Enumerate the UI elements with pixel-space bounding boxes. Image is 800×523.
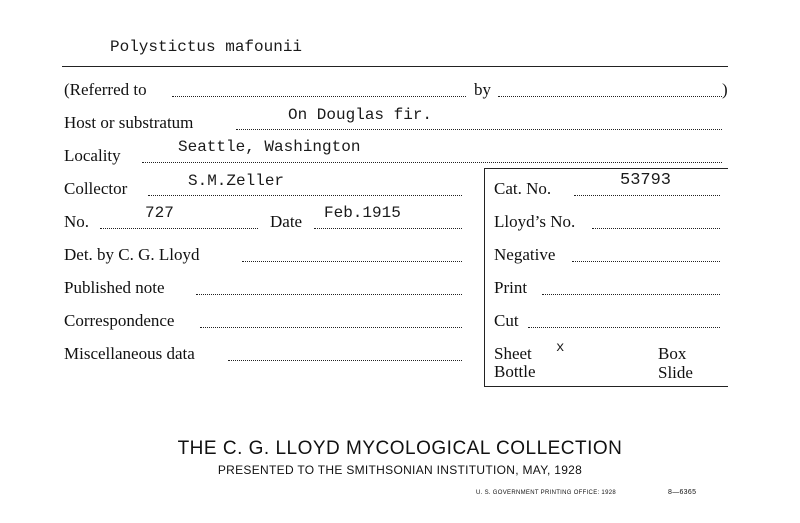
collector-line bbox=[148, 195, 462, 196]
cat-no-line bbox=[574, 195, 720, 196]
number-value: 727 bbox=[145, 204, 174, 222]
date-label: Date bbox=[270, 212, 303, 231]
correspondence-line bbox=[200, 327, 462, 328]
no-line bbox=[100, 228, 258, 229]
printer-imprint: U. S. GOVERNMENT PRINTING OFFICE: 1928 bbox=[476, 490, 616, 496]
by-line bbox=[498, 96, 722, 97]
cat-no-label: Cat. No. bbox=[494, 179, 552, 198]
misc-data-label: Miscellaneous data bbox=[64, 344, 195, 363]
date-value: Feb.1915 bbox=[324, 204, 401, 222]
misc-data-line bbox=[228, 360, 462, 361]
negative-label: Negative bbox=[494, 245, 556, 264]
host-label: Host or substratum bbox=[64, 113, 194, 132]
collector-value: S.M.Zeller bbox=[188, 172, 285, 190]
box-bottom-rule bbox=[484, 386, 728, 387]
sheet-label: Sheet bbox=[494, 344, 532, 363]
host-value: On Douglas fir. bbox=[288, 106, 433, 124]
det-by-label: Det. by C. G. Lloyd bbox=[64, 245, 200, 264]
det-by-line bbox=[242, 261, 462, 262]
locality-line bbox=[142, 162, 722, 163]
print-label: Print bbox=[494, 278, 528, 297]
host-line bbox=[236, 129, 722, 130]
collection-title: THE C. G. LLOYD MYCOLOGICAL COLLECTION bbox=[177, 438, 623, 459]
box-top-rule bbox=[484, 168, 728, 169]
locality-value: Seattle, Washington bbox=[178, 138, 361, 156]
top-rule bbox=[62, 66, 728, 67]
lloyds-no-label: Lloyd’s No. bbox=[494, 212, 576, 231]
date-line bbox=[314, 228, 462, 229]
referred-to-line bbox=[172, 96, 466, 97]
by-label: by bbox=[474, 80, 491, 99]
collector-label: Collector bbox=[64, 179, 128, 198]
close-paren: ) bbox=[722, 80, 728, 99]
published-note-line bbox=[196, 294, 462, 295]
published-note-label: Published note bbox=[64, 278, 165, 297]
box-left-rule bbox=[484, 168, 485, 386]
form-number: 8—6365 bbox=[668, 489, 697, 496]
lloyds-no-line bbox=[592, 228, 720, 229]
no-label: No. bbox=[64, 212, 90, 231]
correspondence-label: Correspondence bbox=[64, 311, 175, 330]
bottle-label: Bottle bbox=[494, 362, 536, 381]
collection-subtitle: PRESENTED TO THE SMITHSONIAN INSTITUTION, MAY, 1928 bbox=[217, 463, 583, 477]
print-line bbox=[542, 294, 720, 295]
slide-label: Slide bbox=[658, 363, 693, 382]
cut-label: Cut bbox=[494, 311, 519, 330]
sheet-mark: x bbox=[556, 340, 565, 356]
specimen-name: Polystictus mafounii bbox=[110, 38, 303, 56]
negative-line bbox=[572, 261, 720, 262]
cut-line bbox=[528, 327, 720, 328]
box-label: Box bbox=[658, 344, 687, 363]
locality-label: Locality bbox=[64, 146, 121, 165]
cat-no-value: 53793 bbox=[620, 171, 672, 190]
referred-to-label: (Referred to bbox=[64, 80, 147, 99]
